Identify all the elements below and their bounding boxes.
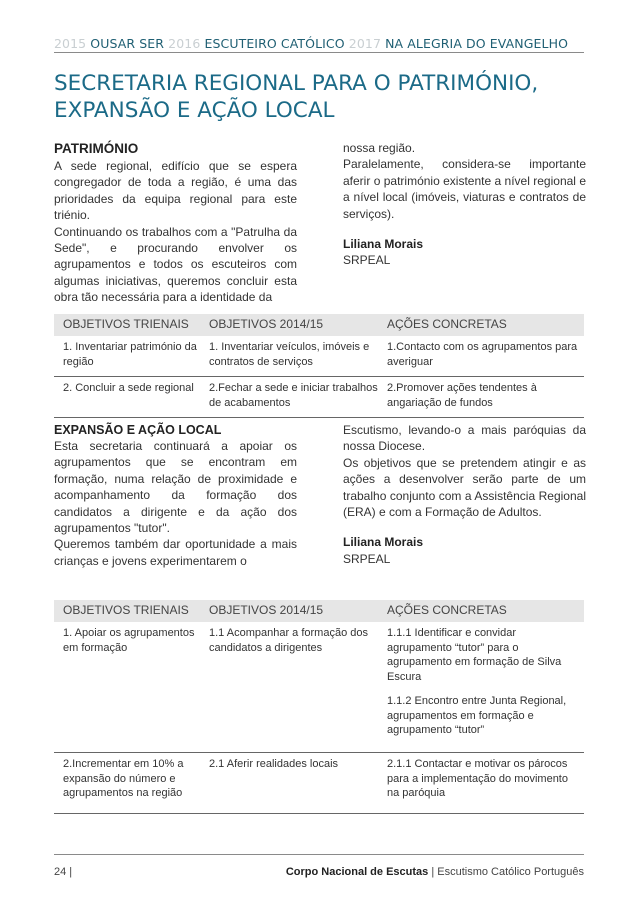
paragraph: Esta secretaria continuará a apoiar os agrupamentos que se encontram em formação, numa relação de proximidade e acompanhamento da formação dos candidatos a dirigente e da ação dos agrupamentos "tutor". [54, 439, 297, 536]
paragraph: Os objetivos que se pretendem atingir e as ações a desenvolver serão parte de um trabalho conjunto com a Assistência Regional (ERA) e com a Formação de Adultos. [343, 455, 586, 520]
objectives-table-expansao [54, 600, 584, 814]
page-title: SECRETARIA REGIONAL PARA O PATRIMÓNIO, EXPANSÃO E AÇÃO LOCAL [54, 71, 539, 123]
table-row: 2.Incrementar em 10% a expansão do número e agrupamentos na região 2.1 Aferir realidades locais 2.1.1 Contactar e motivar os párocos para a implementação do movimento na paróquia [54, 753, 584, 814]
header-divider [54, 52, 584, 53]
running-header: 2015 OUSAR SER 2016 ESCUTEIRO CATÓLICO 2017 NA ALEGRIA DO EVANGELHO [54, 36, 569, 51]
expansao-left-column [54, 422, 297, 569]
signature-org: SRPEAL [343, 551, 391, 566]
table-header: OBJETIVOS TRIENAIS OBJETIVOS 2014/15 AÇÕES CONCRETAS [54, 600, 584, 622]
section-heading-patrimonio: PATRIMÓNIO [54, 141, 139, 156]
table-row: 1. Inventariar património da região 1. Inventariar veículos, imóveis e contratos de serviços 1.Contacto com os agrupamentos para averiguar [54, 336, 584, 377]
patrimonio-right-column [343, 140, 586, 269]
paragraph: Escutismo, levando-o a mais paróquias da nossa Diocese. [343, 423, 586, 454]
table-header: OBJETIVOS TRIENAIS OBJETIVOS 2014/15 AÇÕES CONCRETAS [54, 314, 584, 336]
page-number: 24 | [54, 866, 73, 878]
expansao-right-column [343, 422, 586, 567]
section-heading-expansao: EXPANSÃO E AÇÃO LOCAL [54, 423, 222, 437]
paragraph: nossa região. [343, 141, 416, 155]
patrimonio-left-column [54, 140, 297, 306]
table-row: 1. Apoiar os agrupamentos em formação 1.1 Acompanhar a formação dos candidatos a dirigentes 1.1.1 Identificar e convidar agrupamento “tutor” para o agrupamento em formação de Silva Escura 1.1.2 Encontro entre Junta Regional, agrupamentos em formação e agrupamento “tutor” [54, 622, 584, 753]
table-row: 2. Concluir a sede regional 2.Fechar a sede e iniciar trabalhos de acabamentos 2.Promover ações tendentes à angariação de fundos [54, 377, 584, 418]
paragraph: Continuando os trabalhos com a "Patrulha da Sede", e procurando envolver os agrupamentos e todos os escuteiros com algumas iniciativas, queremos concluir esta obra tão necessária para a identidade da [54, 224, 297, 305]
signature-org: SRPEAL [343, 253, 391, 268]
signature-name: Liliana Morais [343, 237, 424, 252]
objectives-table-patrimonio [54, 314, 584, 418]
paragraph: Queremos também dar oportunidade a mais crianças e jovens experimentarem o [54, 537, 297, 568]
paragraph: A sede regional, edifício que se espera congregador de toda a região, é uma das prioridades da equipa regional para este triénio. [54, 159, 297, 223]
paragraph: Paralelamente, considera-se importante aferir o património existente a nível regional e a nível local (imóveis, viaturas e contratos de serviços). [343, 157, 586, 221]
footer-divider [54, 854, 584, 855]
footer-publisher: Corpo Nacional de Escutas | Escutismo Católico Português [285, 866, 584, 878]
signature-name: Liliana Morais [343, 535, 424, 550]
